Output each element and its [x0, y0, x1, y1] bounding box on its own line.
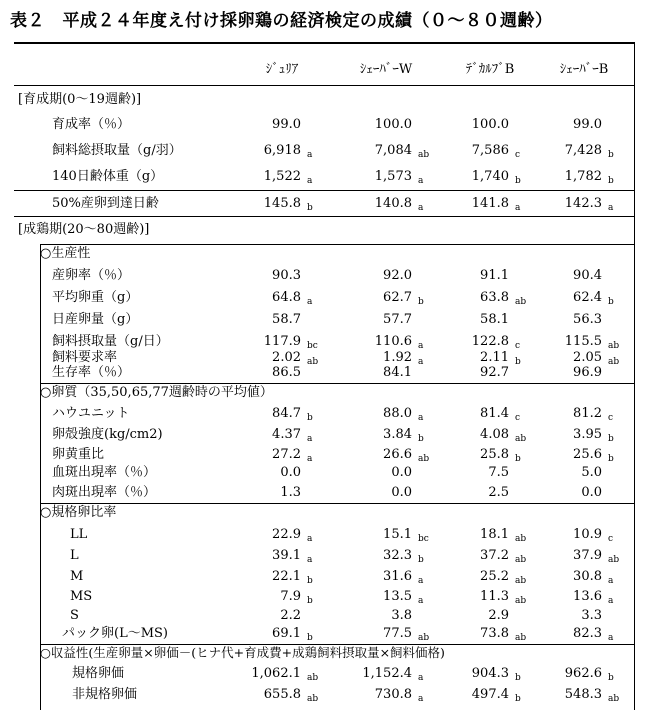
- row-label: 日産卵量（g）: [52, 312, 139, 327]
- cell-value: 92.7: [480, 365, 509, 380]
- cell-value: 1,152.4: [362, 666, 412, 681]
- sig-letter: b: [307, 633, 313, 643]
- column-header-1: ｼｪｰﾊﾞｰW: [359, 62, 413, 77]
- cell-value: 6,918: [263, 143, 301, 158]
- row-label: 卵黄重比: [52, 447, 105, 462]
- cell-value: 1,782: [564, 169, 602, 184]
- profit-title: ○収益性(生産卵量×卵価－(ヒナ代+育成費+成鶏飼料摂取量×飼料価格): [40, 645, 445, 660]
- sig-letter: b: [608, 297, 614, 307]
- row-label: 規格卵価: [72, 666, 125, 681]
- cell-value: 99.0: [573, 117, 602, 132]
- cell-value: 99.0: [272, 117, 301, 132]
- cell-value: 25.2: [480, 569, 509, 584]
- cell-value: 73.8: [480, 626, 509, 641]
- cell-value: 18.1: [480, 527, 509, 542]
- column-header-2: ﾃﾞｶﾙﾌﾞB: [465, 62, 515, 77]
- cell-value: 0.0: [280, 465, 301, 480]
- cell-value: 62.4: [573, 290, 602, 305]
- cell-value: 1,522: [263, 169, 301, 184]
- cell-value: 30.8: [573, 569, 602, 584]
- sig-letter: ab: [515, 555, 527, 565]
- cell-value: 62.7: [383, 290, 412, 305]
- productivity-title: ○生産性: [40, 246, 91, 261]
- cell-value: 0.0: [391, 485, 412, 500]
- row-label: M: [70, 569, 84, 584]
- cell-value: 64.8: [272, 290, 301, 305]
- row-label: 飼料総摂取量（g/羽）: [52, 143, 182, 158]
- cell-value: 2.02: [272, 350, 301, 365]
- cell-value: 63.8: [480, 290, 509, 305]
- cell-value: 92.0: [383, 268, 412, 283]
- table-row: [0, 165, 650, 189]
- sig-letter: ab: [515, 596, 527, 606]
- sig-letter: b: [515, 176, 521, 186]
- sig-letter: a: [608, 203, 614, 213]
- sig-letter: a: [608, 633, 614, 643]
- cell-value: 90.3: [272, 268, 301, 283]
- sig-letter: b: [418, 434, 424, 444]
- sig-letter: ab: [608, 555, 620, 565]
- cell-value: 82.3: [573, 626, 602, 641]
- row-label: 50%産卵到達日齢: [52, 196, 159, 211]
- cell-value: 497.4: [471, 687, 509, 702]
- cell-value: 122.8: [471, 334, 509, 349]
- cell-value: 0.0: [581, 485, 602, 500]
- sig-letter: ab: [515, 297, 527, 307]
- cell-value: 1,740: [471, 169, 509, 184]
- sig-letter: b: [515, 673, 521, 683]
- sig-letter: ab: [418, 150, 430, 160]
- cell-value: 56.3: [573, 312, 602, 327]
- cell-value: 140.8: [374, 196, 412, 211]
- sig-letter: b: [418, 297, 424, 307]
- cell-value: 7,586: [471, 143, 509, 158]
- row-label: S: [70, 608, 79, 623]
- column-header-3: ｼｪｰﾊﾞｰB: [559, 62, 609, 77]
- cell-value: 962.6: [564, 666, 602, 681]
- cell-value: 13.5: [383, 589, 412, 604]
- sig-letter: a: [608, 596, 614, 606]
- cell-value: 81.4: [480, 406, 509, 421]
- sig-letter: b: [515, 357, 521, 367]
- row-label: 生存率（％）: [52, 365, 131, 380]
- cell-value: 145.8: [263, 196, 301, 211]
- cell-value: 1.3: [280, 485, 301, 500]
- rule-rearing-sep: [14, 190, 634, 191]
- sig-letter: b: [608, 454, 614, 464]
- cell-value: 37.9: [573, 548, 602, 563]
- cell-value: 117.9: [263, 334, 301, 349]
- cell-value: 22.9: [272, 527, 301, 542]
- cell-value: 904.3: [471, 666, 509, 681]
- row-label: 肉斑出現率（％）: [52, 485, 157, 500]
- cell-value: 26.6: [383, 447, 412, 462]
- cell-value: 1,573: [374, 169, 412, 184]
- sig-letter: ab: [307, 357, 319, 367]
- sig-letter: a: [418, 176, 424, 186]
- cell-value: 3.84: [383, 427, 412, 442]
- cell-value: 39.1: [272, 548, 301, 563]
- row-label: 飼料要求率: [52, 350, 118, 365]
- quality-title: ○卵質（35,50,65,77週齢時の平均値）: [40, 385, 273, 400]
- cell-value: 37.2: [480, 548, 509, 563]
- rule-top: [14, 42, 634, 44]
- table-row: [0, 113, 650, 137]
- cell-value: 2.9: [488, 608, 509, 623]
- row-label: パック卵(L～MS): [62, 626, 168, 641]
- cell-value: 2.2: [280, 608, 301, 623]
- sig-letter: a: [307, 176, 313, 186]
- table-row: [0, 264, 650, 288]
- cell-value: 3.95: [573, 427, 602, 442]
- cell-value: 10.9: [573, 527, 602, 542]
- laying-header-row: [0, 218, 650, 242]
- sig-letter: b: [307, 413, 313, 423]
- cell-value: 22.1: [272, 569, 301, 584]
- cell-value: 2.11: [480, 350, 509, 365]
- rearing-header-row: [0, 88, 650, 112]
- sig-letter: ab: [515, 576, 527, 586]
- sig-letter: ab: [418, 454, 430, 464]
- cell-value: 3.8: [391, 608, 412, 623]
- row-label: 平均卵重（g）: [52, 290, 139, 305]
- sig-letter: a: [418, 413, 424, 423]
- cell-value: 1.92: [383, 350, 412, 365]
- cell-value: 90.4: [573, 268, 602, 283]
- cell-value: 13.6: [573, 589, 602, 604]
- cell-value: 655.8: [263, 687, 301, 702]
- sig-letter: b: [608, 150, 614, 160]
- sig-letter: b: [515, 694, 521, 704]
- row-label: 育成率（％）: [52, 117, 131, 132]
- cell-value: 25.8: [480, 447, 509, 462]
- row-label: 140日齢体重（g）: [52, 169, 164, 184]
- cell-value: 548.3: [564, 687, 602, 702]
- cell-value: 5.0: [581, 465, 602, 480]
- cell-value: 110.6: [374, 334, 412, 349]
- cell-value: 2.5: [488, 485, 509, 500]
- sig-letter: ab: [608, 694, 620, 704]
- sig-letter: a: [515, 203, 521, 213]
- cell-value: 32.3: [383, 548, 412, 563]
- sig-letter: a: [418, 357, 424, 367]
- cell-value: 58.1: [480, 312, 509, 327]
- cell-value: 88.0: [383, 406, 412, 421]
- cell-value: 15.1: [383, 527, 412, 542]
- cell-value: 1,062.1: [251, 666, 301, 681]
- sig-letter: ab: [515, 633, 527, 643]
- cell-value: 84.7: [272, 406, 301, 421]
- cell-value: 69.1: [272, 626, 301, 641]
- sig-letter: a: [418, 203, 424, 213]
- sig-letter: b: [608, 673, 614, 683]
- sig-letter: bc: [418, 534, 429, 544]
- cell-value: 31.6: [383, 569, 412, 584]
- row-label: 非規格卵価: [72, 687, 138, 702]
- cell-value: 142.3: [564, 196, 602, 211]
- cell-value: 7.9: [280, 589, 301, 604]
- cell-value: 11.3: [480, 589, 509, 604]
- column-header-0: ｼﾞｭﾘｱ: [265, 62, 299, 77]
- sig-letter: b: [515, 454, 521, 464]
- cell-value: 7,428: [564, 143, 602, 158]
- sig-letter: a: [307, 555, 313, 565]
- cell-value: 58.7: [272, 312, 301, 327]
- row-label: 産卵率（％）: [52, 268, 131, 283]
- sig-letter: a: [418, 341, 424, 351]
- sig-letter: ab: [515, 434, 527, 444]
- cell-value: 7.5: [488, 465, 509, 480]
- row-label: 卵殻強度(kg/cm2): [52, 427, 163, 442]
- table-row: [0, 308, 650, 332]
- table-row: [0, 286, 650, 310]
- laying-header: [成鶏期(20～80週齢)]: [18, 222, 150, 237]
- sig-letter: a: [307, 534, 313, 544]
- sig-letter: a: [307, 297, 313, 307]
- cell-value: 84.1: [383, 365, 412, 380]
- cell-value: 141.8: [471, 196, 509, 211]
- sig-letter: b: [307, 576, 313, 586]
- cell-value: 77.5: [383, 626, 412, 641]
- sig-letter: ab: [418, 633, 430, 643]
- cell-value: 0.0: [391, 465, 412, 480]
- sig-letter: b: [608, 176, 614, 186]
- sig-letter: b: [608, 434, 614, 444]
- cell-value: 100.0: [471, 117, 509, 132]
- sig-letter: b: [307, 203, 313, 213]
- group-title-row: [0, 242, 650, 266]
- sig-letter: a: [418, 576, 424, 586]
- cell-value: 4.37: [272, 427, 301, 442]
- sig-letter: ab: [307, 673, 319, 683]
- cell-value: 7,084: [374, 143, 412, 158]
- cell-value: 86.5: [272, 365, 301, 380]
- cell-value: 25.6: [573, 447, 602, 462]
- sig-letter: a: [307, 434, 313, 444]
- row-label: ハウユニット: [52, 406, 130, 421]
- cell-value: 81.2: [573, 406, 602, 421]
- cell-value: 4.08: [480, 427, 509, 442]
- sig-letter: c: [608, 413, 614, 423]
- cell-value: 730.8: [374, 687, 412, 702]
- table-title: 表２ 平成２４年度え付け採卵鶏の経済検定の成績（０～８０週齢）: [10, 11, 553, 31]
- rule-rearing-end: [14, 216, 634, 217]
- table-row: [0, 683, 650, 707]
- sig-letter: bc: [307, 341, 318, 351]
- row-label: MS: [70, 589, 93, 604]
- sig-letter: ab: [608, 341, 620, 351]
- sig-letter: c: [515, 150, 521, 160]
- cell-value: 96.9: [573, 365, 602, 380]
- rule-below-header: [14, 85, 634, 86]
- grade-title: ○規格卵比率: [40, 505, 117, 520]
- sig-letter: a: [418, 694, 424, 704]
- cell-value: 3.3: [581, 608, 602, 623]
- sig-letter: b: [307, 596, 313, 606]
- sig-letter: ab: [608, 357, 620, 367]
- row-label: 血斑出現率（％）: [52, 465, 157, 480]
- row-label: L: [70, 548, 79, 563]
- sig-letter: ab: [515, 534, 527, 544]
- sig-letter: ab: [307, 694, 319, 704]
- sig-letter: c: [608, 534, 614, 544]
- sig-letter: a: [307, 150, 313, 160]
- cell-value: 57.7: [383, 312, 412, 327]
- row-label: 飼料摂取量（g/日）: [52, 334, 169, 349]
- cell-value: 2.05: [573, 350, 602, 365]
- sig-letter: a: [608, 576, 614, 586]
- cell-value: 91.1: [480, 268, 509, 283]
- sig-letter: c: [515, 413, 521, 423]
- sig-letter: c: [515, 341, 521, 351]
- rearing-header: [育成期(0～19週齢)]: [18, 92, 142, 107]
- table-row: [0, 192, 650, 216]
- group-title-row: [0, 501, 650, 525]
- sig-letter: a: [307, 454, 313, 464]
- table-row: [0, 139, 650, 163]
- sig-letter: a: [418, 673, 424, 683]
- row-label: LL: [70, 527, 88, 542]
- sig-letter: b: [418, 555, 424, 565]
- sig-letter: a: [418, 596, 424, 606]
- cell-value: 115.5: [564, 334, 602, 349]
- cell-value: 27.2: [272, 447, 301, 462]
- cell-value: 100.0: [374, 117, 412, 132]
